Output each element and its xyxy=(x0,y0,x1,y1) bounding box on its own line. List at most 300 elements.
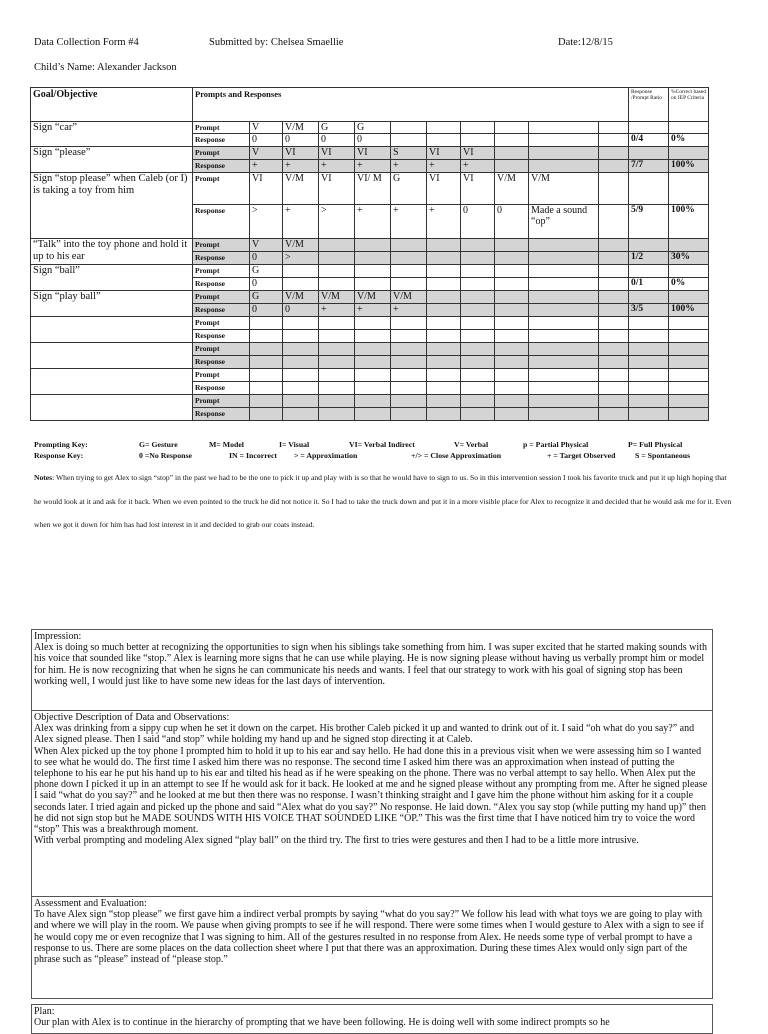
response-cell xyxy=(495,330,529,343)
prompt-label: Prompt xyxy=(193,395,250,408)
prompt-cell: VI xyxy=(461,173,495,205)
form-date: Date:12/8/15 xyxy=(558,37,613,48)
prompt-cell xyxy=(355,239,391,252)
response-cell xyxy=(461,134,495,147)
child-name: Child’s Name: Alexander Jackson xyxy=(34,62,177,73)
prompt-cell: VI xyxy=(355,147,391,160)
prompt-cell xyxy=(495,265,529,278)
prompt-cell: V/M xyxy=(355,291,391,304)
prompt-cell xyxy=(461,369,495,382)
prompt-cell xyxy=(283,395,319,408)
response-cell xyxy=(599,205,629,239)
ratio-cell xyxy=(629,147,669,160)
goal-cell xyxy=(31,343,193,369)
prompts-column-header: Prompts and Responses xyxy=(193,88,629,122)
prompt-label: Prompt xyxy=(193,147,250,160)
data-collection-table xyxy=(30,87,709,421)
prompt-cell: V/M xyxy=(495,173,529,205)
response-cell xyxy=(319,330,355,343)
response-cell: 0 xyxy=(355,134,391,147)
prompt-cell: VI/ M xyxy=(355,173,391,205)
prompt-cell xyxy=(427,239,461,252)
response-cell: + xyxy=(391,160,427,173)
response-cell xyxy=(495,134,529,147)
prompt-cell xyxy=(529,239,599,252)
prompt-label: Prompt xyxy=(193,369,250,382)
pct-cell xyxy=(669,356,709,369)
response-cell xyxy=(391,134,427,147)
prompt-label: Prompt xyxy=(193,239,250,252)
key-incorrect: IN = Incorrect xyxy=(229,451,278,460)
prompt-cell: V xyxy=(250,147,283,160)
assessment-box xyxy=(31,896,713,999)
response-cell: + xyxy=(427,205,461,239)
table-row xyxy=(31,173,709,205)
goal-cell: Sign “please” xyxy=(31,147,193,173)
prompt-label: Prompt xyxy=(193,265,250,278)
response-cell xyxy=(461,304,495,317)
prompt-cell xyxy=(250,395,283,408)
response-cell xyxy=(283,382,319,395)
key-close-approximation: +/> = Close Approximation xyxy=(411,451,502,460)
prompt-cell xyxy=(355,369,391,382)
ratio-cell: 0/4 xyxy=(629,134,669,147)
prompt-cell xyxy=(283,343,319,356)
ratio-cell xyxy=(629,343,669,356)
ratio-cell xyxy=(629,317,669,330)
response-cell xyxy=(495,160,529,173)
table-row xyxy=(31,317,709,330)
prompt-cell xyxy=(599,343,629,356)
ratio-cell: 1/2 xyxy=(629,252,669,265)
prompt-cell: VI xyxy=(427,147,461,160)
pct-cell: 0% xyxy=(669,278,709,291)
prompt-cell: VI xyxy=(319,147,355,160)
prompt-cell xyxy=(319,265,355,278)
prompt-cell xyxy=(319,239,355,252)
prompt-cell xyxy=(391,343,427,356)
plan-text: Our plan with Alex is to continue in the hierarchy of prompting that we have been following. He is doing well with some indirect prompts so he xyxy=(34,1017,610,1029)
assessment-text: To have Alex sign “stop please” we first gave him a indirect verbal prompts by saying “what do you say?” We follow his lead with what toys we are going to play with and where we will play in the room. We pause when giving prompts to see if he will respond. There were some times when I would gesture to Alex with a sign to see if he would copy me or even recognize that I was signing to him. All of the gestures resulted in no response from Alex. He needs some type of verbal prompt to have a response to us. There are some places on the data collection sheet where I put that there was an approximation. During these times Alex would only sign part of the phrase such as “please” instead of “please stop.” xyxy=(34,909,704,966)
response-cell xyxy=(529,278,599,291)
prompt-cell xyxy=(391,239,427,252)
impression-title: Impression: xyxy=(34,631,82,642)
prompt-cell: G xyxy=(250,265,283,278)
key-verbal: V= Verbal xyxy=(454,440,489,449)
prompt-cell: G xyxy=(391,173,427,205)
key-approximation: > = Approximation xyxy=(294,451,358,460)
response-cell: + xyxy=(250,160,283,173)
pct-cell xyxy=(669,173,709,205)
response-cell xyxy=(355,382,391,395)
prompt-cell xyxy=(283,265,319,278)
response-cell xyxy=(599,252,629,265)
response-cell xyxy=(495,278,529,291)
pct-cell: 100% xyxy=(669,304,709,317)
prompt-cell xyxy=(427,291,461,304)
response-cell xyxy=(529,160,599,173)
response-cell: 0 xyxy=(250,252,283,265)
response-label: Response xyxy=(193,304,250,317)
pct-cell: 100% xyxy=(669,205,709,239)
goal-cell: Sign “play ball” xyxy=(31,291,193,317)
prompt-cell xyxy=(495,395,529,408)
pct-cell xyxy=(669,408,709,421)
prompt-cell: V xyxy=(250,122,283,134)
prompt-cell xyxy=(529,343,599,356)
goal-cell: “Talk” into the toy phone and hold it up to his ear xyxy=(31,239,193,265)
response-cell xyxy=(599,356,629,369)
response-cell xyxy=(319,252,355,265)
prompt-cell xyxy=(283,317,319,330)
prompt-cell xyxy=(319,369,355,382)
prompt-cell: S xyxy=(391,147,427,160)
prompt-cell xyxy=(391,122,427,134)
prompt-cell xyxy=(599,122,629,134)
prompt-cell xyxy=(495,369,529,382)
prompt-label: Prompt xyxy=(193,343,250,356)
prompt-cell xyxy=(319,317,355,330)
prompt-cell: VI xyxy=(283,147,319,160)
prompt-cell xyxy=(355,317,391,330)
objective-paragraph: When Alex picked up the toy phone I prompted him to hold it up to his ear and say hello. He had done this in a previous visit when we were assessing him so I wanted to see what he would do. The first time I asked him there was no response. The second time I asked him there was an approximation when instead of putting the telephone to his ear he put his hand up to his ear and tilted his head as if he were speaking on the phone. There was no verbal attempt to say hello. When Alex put the phone down I picked it up in an attempt to see If he would ask for it back. He looked at me and he signed please without any prompting from me. After he signed please I said “what do you say?” and he looked at me but then there was no response. I wasn’t thinking straight and I gave him the phone without him asking for it a couple seconds later. I tried again and picked up the phone and said “Alex what do you say?” No response. He laid down. “Alex you say stop (while putting my hand up)” then he did not sign stop but he MADE SOUNDS WITH HIS VOICE THAT SOUNDED LIKE “OP.” This was the first time that I have noticed him try to voice the word “stop” This was a breakthrough moment. xyxy=(34,745,708,836)
prompt-cell xyxy=(461,239,495,252)
impression-box xyxy=(31,629,713,711)
response-cell xyxy=(461,252,495,265)
response-cell xyxy=(427,304,461,317)
pct-cell xyxy=(669,265,709,278)
response-cell xyxy=(529,252,599,265)
key-full-physical: P= Full Physical xyxy=(628,440,683,449)
response-cell xyxy=(427,330,461,343)
prompt-cell xyxy=(461,291,495,304)
response-cell xyxy=(319,278,355,291)
prompt-cell xyxy=(599,147,629,160)
response-label: Response xyxy=(193,330,250,343)
response-cell xyxy=(599,160,629,173)
response-cell xyxy=(427,252,461,265)
response-cell xyxy=(250,356,283,369)
prompt-cell: V xyxy=(250,239,283,252)
table-row xyxy=(31,239,709,252)
table-row xyxy=(31,291,709,304)
pct-cell xyxy=(669,382,709,395)
prompting-key xyxy=(34,440,683,449)
prompt-label: Prompt xyxy=(193,122,250,134)
response-cell xyxy=(391,382,427,395)
response-cell xyxy=(391,330,427,343)
prompt-cell xyxy=(461,265,495,278)
key-spontaneous: S = Spontaneous xyxy=(635,451,691,460)
response-cell xyxy=(427,356,461,369)
prompt-cell xyxy=(283,369,319,382)
pct-cell xyxy=(669,317,709,330)
prompt-cell xyxy=(250,317,283,330)
ratio-cell xyxy=(629,291,669,304)
pct-cell xyxy=(669,291,709,304)
response-cell xyxy=(355,252,391,265)
response-label: Response xyxy=(193,160,250,173)
prompt-cell xyxy=(391,265,427,278)
ratio-cell xyxy=(629,408,669,421)
key-visual: I= Visual xyxy=(279,440,310,449)
response-cell xyxy=(495,382,529,395)
table-row xyxy=(31,147,709,160)
ratio-cell xyxy=(629,382,669,395)
prompt-cell xyxy=(599,395,629,408)
response-cell xyxy=(599,408,629,421)
response-cell xyxy=(283,408,319,421)
notes-section xyxy=(34,466,734,537)
prompt-label: Prompt xyxy=(193,317,250,330)
response-cell xyxy=(391,356,427,369)
response-cell: + xyxy=(391,304,427,317)
prompt-cell xyxy=(529,147,599,160)
prompt-cell xyxy=(599,239,629,252)
goal-cell xyxy=(31,395,193,421)
table-row xyxy=(31,122,709,134)
response-cell: + xyxy=(355,160,391,173)
pct-cell xyxy=(669,369,709,382)
prompt-cell xyxy=(427,343,461,356)
prompt-cell xyxy=(427,317,461,330)
ratio-cell xyxy=(629,395,669,408)
prompt-cell: V/M xyxy=(319,291,355,304)
prompt-cell xyxy=(495,122,529,134)
response-label: Response xyxy=(193,356,250,369)
response-cell xyxy=(495,252,529,265)
prompt-cell xyxy=(319,343,355,356)
response-cell xyxy=(250,330,283,343)
form-title: Data Collection Form #4 xyxy=(34,37,139,48)
response-cell: 0 xyxy=(461,205,495,239)
pct-cell xyxy=(669,122,709,134)
response-cell: Made a sound “op” xyxy=(529,205,599,239)
response-cell xyxy=(461,278,495,291)
response-cell: + xyxy=(461,160,495,173)
prompt-cell xyxy=(427,265,461,278)
pct-cell xyxy=(669,343,709,356)
prompt-cell xyxy=(391,395,427,408)
prompt-cell xyxy=(391,369,427,382)
notes-label: Notes xyxy=(34,473,53,482)
pct-cell: 30% xyxy=(669,252,709,265)
goal-cell: Sign “stop please” when Caleb (or I) is taking a toy from him xyxy=(31,173,193,239)
prompt-cell xyxy=(495,239,529,252)
response-cell xyxy=(355,330,391,343)
table-row xyxy=(31,265,709,278)
ratio-cell: 3/5 xyxy=(629,304,669,317)
prompt-cell xyxy=(529,317,599,330)
prompt-cell xyxy=(599,265,629,278)
response-cell: + xyxy=(355,304,391,317)
response-cell xyxy=(599,382,629,395)
response-cell: + xyxy=(427,160,461,173)
ratio-cell xyxy=(629,356,669,369)
response-cell xyxy=(250,382,283,395)
assessment-title: Assessment and Evaluation: xyxy=(34,898,147,909)
prompt-cell xyxy=(529,291,599,304)
objective-paragraph: Alex was drinking from a sippy cup when he set it down on the carpet. His brother Caleb picked it up and wanted to drink out of it. I said “oh what do you say?” and Alex signed please. Then I said “and stop” while holding my hand up and he signed stop directing it at Caleb. xyxy=(34,723,695,746)
goal-cell: Sign “car” xyxy=(31,122,193,147)
response-cell: > xyxy=(250,205,283,239)
response-cell xyxy=(495,408,529,421)
response-cell xyxy=(391,278,427,291)
response-cell xyxy=(461,408,495,421)
response-cell xyxy=(529,408,599,421)
response-cell xyxy=(391,252,427,265)
prompt-cell: G xyxy=(319,122,355,134)
response-cell xyxy=(461,330,495,343)
ratio-cell: 7/7 xyxy=(629,160,669,173)
prompt-cell xyxy=(427,369,461,382)
key-target-observed: + = Target Observed xyxy=(547,451,616,460)
response-label: Response xyxy=(193,252,250,265)
response-cell xyxy=(461,382,495,395)
response-key-label: Response Key: xyxy=(34,451,84,460)
objective-title: Objective Description of Data and Observations: xyxy=(34,712,230,723)
prompt-label: Prompt xyxy=(193,173,250,205)
plan-title: Plan: xyxy=(34,1006,55,1017)
prompt-cell xyxy=(461,343,495,356)
response-cell xyxy=(427,382,461,395)
response-cell xyxy=(599,304,629,317)
prompt-cell xyxy=(427,395,461,408)
response-cell xyxy=(599,134,629,147)
response-cell: 0 xyxy=(250,134,283,147)
submitted-by: Submitted by: Chelsea Smaellie xyxy=(209,37,344,48)
response-cell xyxy=(355,356,391,369)
prompt-cell: VI xyxy=(461,147,495,160)
pct-cell: 0% xyxy=(669,134,709,147)
prompt-cell xyxy=(529,369,599,382)
prompt-cell: V/M xyxy=(391,291,427,304)
prompt-cell xyxy=(495,317,529,330)
plan-box xyxy=(31,1004,713,1034)
response-cell xyxy=(250,408,283,421)
response-cell xyxy=(529,330,599,343)
response-key xyxy=(34,451,691,460)
response-cell: > xyxy=(283,252,319,265)
table-row xyxy=(31,369,709,382)
response-cell: 0 xyxy=(495,205,529,239)
response-label: Response xyxy=(193,278,250,291)
prompt-cell xyxy=(529,265,599,278)
prompt-cell xyxy=(355,395,391,408)
ratio-cell xyxy=(629,369,669,382)
prompt-cell: V/M xyxy=(283,173,319,205)
response-cell: 0 xyxy=(283,304,319,317)
response-cell xyxy=(599,330,629,343)
response-cell: + xyxy=(355,205,391,239)
response-cell: 0 xyxy=(283,134,319,147)
prompt-label: Prompt xyxy=(193,291,250,304)
key-model: M= Model xyxy=(209,440,244,449)
table-body xyxy=(31,122,709,421)
key-no-response: 0 =No Response xyxy=(139,451,192,460)
prompt-cell: VI xyxy=(250,173,283,205)
response-cell xyxy=(283,278,319,291)
prompt-cell xyxy=(599,173,629,205)
prompt-cell: VI xyxy=(427,173,461,205)
ratio-cell: 5/9 xyxy=(629,205,669,239)
response-label: Response xyxy=(193,382,250,395)
prompt-cell xyxy=(461,122,495,134)
prompt-cell xyxy=(250,369,283,382)
response-cell xyxy=(319,356,355,369)
prompt-cell xyxy=(495,291,529,304)
pct-cell xyxy=(669,147,709,160)
response-cell: + xyxy=(319,304,355,317)
response-cell: 0 xyxy=(250,304,283,317)
response-cell: 0 xyxy=(319,134,355,147)
prompt-cell xyxy=(250,343,283,356)
response-label: Response xyxy=(193,408,250,421)
table-row xyxy=(31,395,709,408)
response-cell xyxy=(391,408,427,421)
response-cell xyxy=(355,278,391,291)
pct-column-header: %Correct based on IEP Criteria xyxy=(669,88,709,122)
response-cell xyxy=(283,356,319,369)
notes-text: : When trying to get Alex to sign “stop” in the past we had to be the one to pick it up and play with is so that he would have to sign to us. So in this intervention session I took his favorite truck and put it up high hoping that he would look at it and ask for it back. When we even pointed to the truck he did not notice it. So I had to take the truck down and put it in a more visible place for Alex to recognize it and decided that he would ask me for it. Even when we got it down for him has had lost interest in it and decided to grab our coats instead. xyxy=(34,473,732,529)
ratio-cell xyxy=(629,265,669,278)
prompt-cell: V/M xyxy=(529,173,599,205)
key-gesture: G= Gesture xyxy=(139,440,178,449)
prompt-cell xyxy=(495,147,529,160)
table-row xyxy=(31,343,709,356)
prompt-cell xyxy=(461,317,495,330)
prompt-cell xyxy=(495,343,529,356)
response-cell: + xyxy=(283,205,319,239)
impression-text: Alex is doing so much better at recognizing the opportunities to sign when his siblings take something from him. I was super excited that he started making sounds with his voice that sounded like “stop.” Alex is learning more signs that he can use while playing. He is now signing please without having us verbally prompt him or model for him. He is now recognizing that when he signs he can communicate his needs and wants. I feel that our strategy to work with his goal of signing stop has been working well, I would just like to have some new ideas for the last days of intervention. xyxy=(34,642,707,687)
prompt-cell xyxy=(529,122,599,134)
response-cell xyxy=(319,408,355,421)
goal-cell: Sign “ball” xyxy=(31,265,193,291)
response-cell: + xyxy=(391,205,427,239)
ratio-cell xyxy=(629,239,669,252)
goal-cell xyxy=(31,317,193,343)
prompt-cell: V/M xyxy=(283,239,319,252)
prompt-cell xyxy=(529,395,599,408)
prompt-cell: VI xyxy=(319,173,355,205)
response-cell xyxy=(355,408,391,421)
pct-cell: 100% xyxy=(669,160,709,173)
prompt-cell xyxy=(599,317,629,330)
response-cell xyxy=(283,330,319,343)
pct-cell xyxy=(669,395,709,408)
ratio-cell xyxy=(629,122,669,134)
ratio-cell: 0/1 xyxy=(629,278,669,291)
prompt-cell xyxy=(427,122,461,134)
prompt-cell xyxy=(599,369,629,382)
key-verbal-indirect: VI= Verbal Indirect xyxy=(349,440,415,449)
pct-cell xyxy=(669,239,709,252)
prompt-cell: G xyxy=(250,291,283,304)
ratio-cell xyxy=(629,173,669,205)
response-cell xyxy=(529,134,599,147)
response-cell xyxy=(427,134,461,147)
prompt-cell: V/M xyxy=(283,122,319,134)
prompt-cell xyxy=(355,343,391,356)
goal-column-header: Goal/Objective xyxy=(31,88,193,122)
prompt-cell xyxy=(599,291,629,304)
prompt-cell: G xyxy=(355,122,391,134)
pct-cell xyxy=(669,330,709,343)
response-cell: + xyxy=(319,160,355,173)
response-cell xyxy=(529,356,599,369)
response-label: Response xyxy=(193,134,250,147)
response-cell xyxy=(319,382,355,395)
